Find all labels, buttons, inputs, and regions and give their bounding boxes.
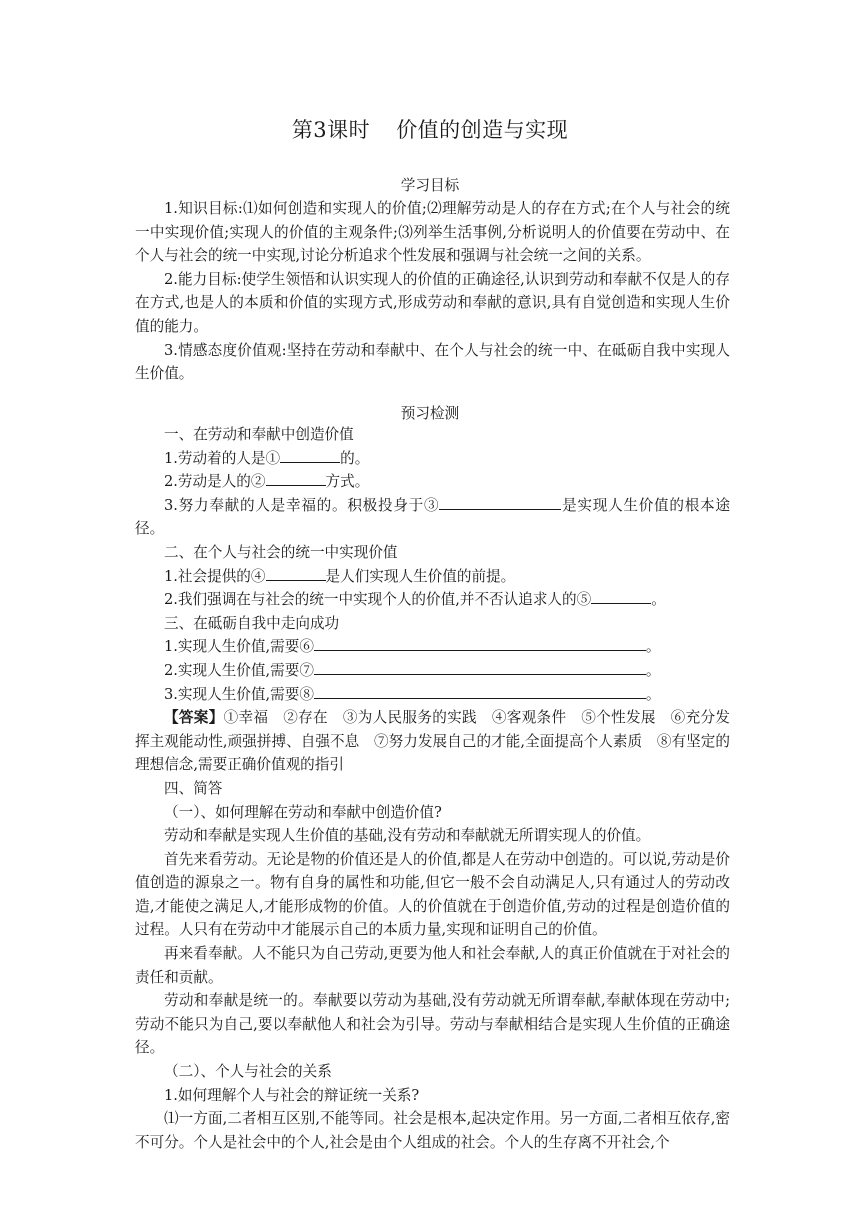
answer-text: ①幸福 ②存在 ③为人民服务的实践 ④客观条件 ⑤个性发展 ⑥充分发挥主观能动性,顽强拼搏、自强不息 ⑦努力发展自己的才能,全面提高个人素质 ⑧有坚定的理想信念,需要正确价值观的指引 xyxy=(135,709,730,774)
blank-5[interactable] xyxy=(591,588,651,604)
section-heading-1: 一、在劳动和奉献中创造价值 xyxy=(164,426,354,443)
question-relation: 1.如何理解个人与社会的辩证统一关系? xyxy=(164,1086,420,1104)
subsection-heading-2: （二）、个人与社会的关系 xyxy=(164,1063,332,1081)
question-1: 1.劳动着的人是① 的。 xyxy=(135,447,730,471)
preview-section xyxy=(135,423,730,1154)
paragraph-1: 劳动和奉献是实现人生价值的基础,没有劳动和奉献就无所谓实现人的价值。 xyxy=(164,827,651,845)
lesson-title: 价值的创造与实现 xyxy=(396,118,569,142)
question-8: 3.实现人生价值,需要⑧ 。 xyxy=(135,683,730,707)
paragraph-5: ⑴一方面,二者相互区别,不能等同。社会是根本,起决定作用。另一方面,二者相互依存,密不可分。个人是社会中的个人,社会是由个人组成的社会。个人的生存离不开社会,个 xyxy=(135,1110,730,1151)
paragraph-4: 劳动和奉献是统一的。奉献要以劳动为基础,没有劳动就无所谓奉献,奉献体现在劳动中;劳动不能只为自己,要以奉献他人和社会为引导。劳动与奉献相结合是实现人生价值的正确途径。 xyxy=(135,992,730,1057)
question-5: 2.我们强调在与社会的统一中实现个人的价值,并不否认追求人的⑤ 。 xyxy=(135,588,730,612)
goal-ability: 2.能力目标:使学生领悟和认识实现人的价值的正确途径,认识到劳动和奉献不仅是人的存在方式,也是人的本质和价值的实现方式,形成劳动和奉献的意识,具有自觉创造和实现人生价值的能力。 xyxy=(135,270,730,335)
section-heading-2: 二、在个人与社会的统一中实现价值 xyxy=(164,543,398,561)
paragraph-3: 再来看奉献。人不能只为自己劳动,更要为他人和社会奉献,人的真正价值就在于对社会的责任和贡献。 xyxy=(135,945,730,986)
question-7: 2.实现人生价值,需要⑦ 。 xyxy=(135,659,730,683)
question-4: 1.社会提供的④ 是人们实现人生价值的前提。 xyxy=(135,565,730,589)
preview-heading: 预习检测 xyxy=(400,405,460,422)
section-heading-4: 四、简答 xyxy=(164,779,223,797)
paragraph-2: 首先来看劳动。无论是物的价值还是人的价值,都是人在劳动中创造的。可以说,劳动是价值创造的源泉之一。物有自身的属性和功能,但它一般不会自动满足人,只有通过人的劳动改造,才能使之满足人,才能形成物的价值。人的价值就在于创造价值,劳动的过程是创造价值的过程。人只有在劳动中才能展示自己的本质力量,实现和证明自己的价值。 xyxy=(135,850,730,939)
blank-6[interactable] xyxy=(314,635,646,651)
blank-8[interactable] xyxy=(314,683,646,699)
blank-2[interactable] xyxy=(266,470,326,486)
goal-values: 3.情感态度价值观:坚持在劳动和奉献中、在个人与社会的统一中、在砥砺自我中实现人生价值。 xyxy=(135,341,730,383)
answer-label: 【答案】 xyxy=(164,709,224,727)
lesson-number: 第3课时 xyxy=(291,118,371,142)
goal-knowledge: 1.知识目标:⑴如何创造和实现人的价值;⑵理解劳动是人的存在方式;在个人与社会的统一中实现价值;实现人的价值的主观条件;⑶列举生活事例,分析说明人的价值要在劳动中、在个人与社会的统一中实现,讨论分析追求个性发展和强调与社会统一之间的关系。 xyxy=(135,200,730,265)
subsection-heading-1: （一）、如何理解在劳动和奉献中创造价值? xyxy=(164,803,442,821)
blank-7[interactable] xyxy=(314,659,646,675)
section-heading-3: 三、在砥砺自我中走向成功 xyxy=(164,614,340,632)
answer-key xyxy=(135,706,730,777)
blank-4[interactable] xyxy=(266,565,326,581)
question-3: 3.努力奉献的人是幸福的。积极投身于③ 是实现人生价值的根本途径。 xyxy=(135,494,730,541)
page-title xyxy=(0,114,860,144)
blank-1[interactable] xyxy=(280,447,340,463)
goals-section xyxy=(135,197,730,386)
question-6: 1.实现人生价值,需要⑥ 。 xyxy=(135,635,730,659)
goals-heading: 学习目标 xyxy=(400,177,460,194)
blank-3[interactable] xyxy=(439,494,561,510)
question-2: 2.劳动是人的② 方式。 xyxy=(135,470,730,494)
